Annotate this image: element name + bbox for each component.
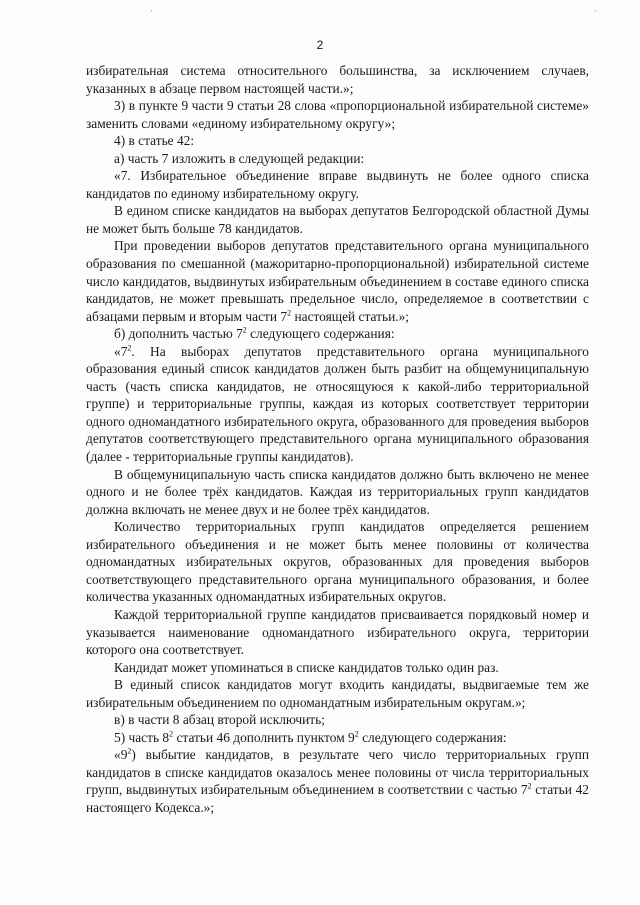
paragraph: избирательная система относительного большинства, за исключением случаев, указанных в абзаце первом настоящей части.»; — [86, 63, 589, 96]
paragraph: При проведении выборов депутатов представительного органа муниципального образования по смешанной (мажоритарно-пропорциональной) избирательной системе число кандидатов, выдвинутых избирательным объединением в составе единого списка кандидатов, не может превышать предельное число, определяемое в соответствии с абзацами первым и вторым части $7^2$ настоящей статьи.»; — [86, 238, 589, 324]
scan-speck: · — [594, 6, 597, 16]
paragraph: 3) в пункте 9 части 9 статьи 28 слова «пропорциональной избирательной системе» заменить словами «единому избирательному округу»; — [86, 98, 589, 131]
document-body — [86, 62, 589, 817]
paragraph: В единый список кандидатов могут входить кандидаты, выдвигаемые тем же избирательным объединением по одномандатным избирательным округам.»; — [86, 677, 589, 710]
paragraph: в) в части 8 абзац второй исключить; — [114, 712, 325, 728]
paragraph: В едином списке кандидатов на выборах депутатов Белгородской областной Думы не может быть больше 78 кандидатов. — [86, 203, 589, 236]
paragraph: б) дополнить частью $7^2$ следующего содержания: — [114, 325, 395, 342]
paragraph: а) часть 7 изложить в следующей редакции: — [114, 150, 365, 166]
paragraph: 5) часть $8^2$ статьи 46 дополнить пунктом $9^2$ следующего содержания: — [114, 729, 507, 745]
paragraph: Кандидат может упоминаться в списке кандидатов только один раз. — [114, 659, 499, 675]
paragraph: 4) в статье 42: — [114, 133, 195, 149]
paragraph: «$9^2$) выбытие кандидатов, в результате чего число территориальных групп кандидатов в списке кандидатов оказалось менее половины от числа территориальных групп, выдвинутых избирательным объединением в соответствии с частью $7^2$ статьи 42 настоящего Кодекса.»; — [86, 746, 589, 815]
scan-speck: · — [150, 6, 153, 16]
page-number: 2 — [316, 38, 324, 52]
paragraph: «$7^2$. На выборах депутатов представительного органа муниципального образования единый список кандидатов должен быть разбит на общемуниципальную часть (часть списка кандидатов, не относящуюся к какой-либо территориальной группе) и территориальные группы, каждая из которых соответствует территории одного одномандатного избирательного округа, образованного для проведения выборов депутатов соответствующего представительного органа муниципального образования (далее - территориальные группы кандидатов). — [86, 343, 589, 465]
paragraph: Каждой территориальной группе кандидатов присваивается порядковый номер и указывается наименование одномандатного избирательного округа, территории которого она соответствует. — [86, 606, 589, 658]
paragraph: «7. Избирательное объединение вправе выдвинуть не более одного списка кандидатов по единому избирательному округу. — [86, 168, 589, 201]
paragraph: В общемуниципальную часть списка кандидатов должно быть включено не менее одного и не более трёх кандидатов. Каждая из территориальных групп кандидатов должна включать не менее двух и не более трёх кандидатов. — [86, 466, 589, 517]
paragraph: Количество территориальных групп кандидатов определяется решением избирательного объединения и не может быть менее половины от количества одномандатных избирательных округов, образованных для проведения выборов соответствующего представительного органа муниципального образования, и более количества указанных одномандатных избирательных округов. — [86, 519, 589, 605]
